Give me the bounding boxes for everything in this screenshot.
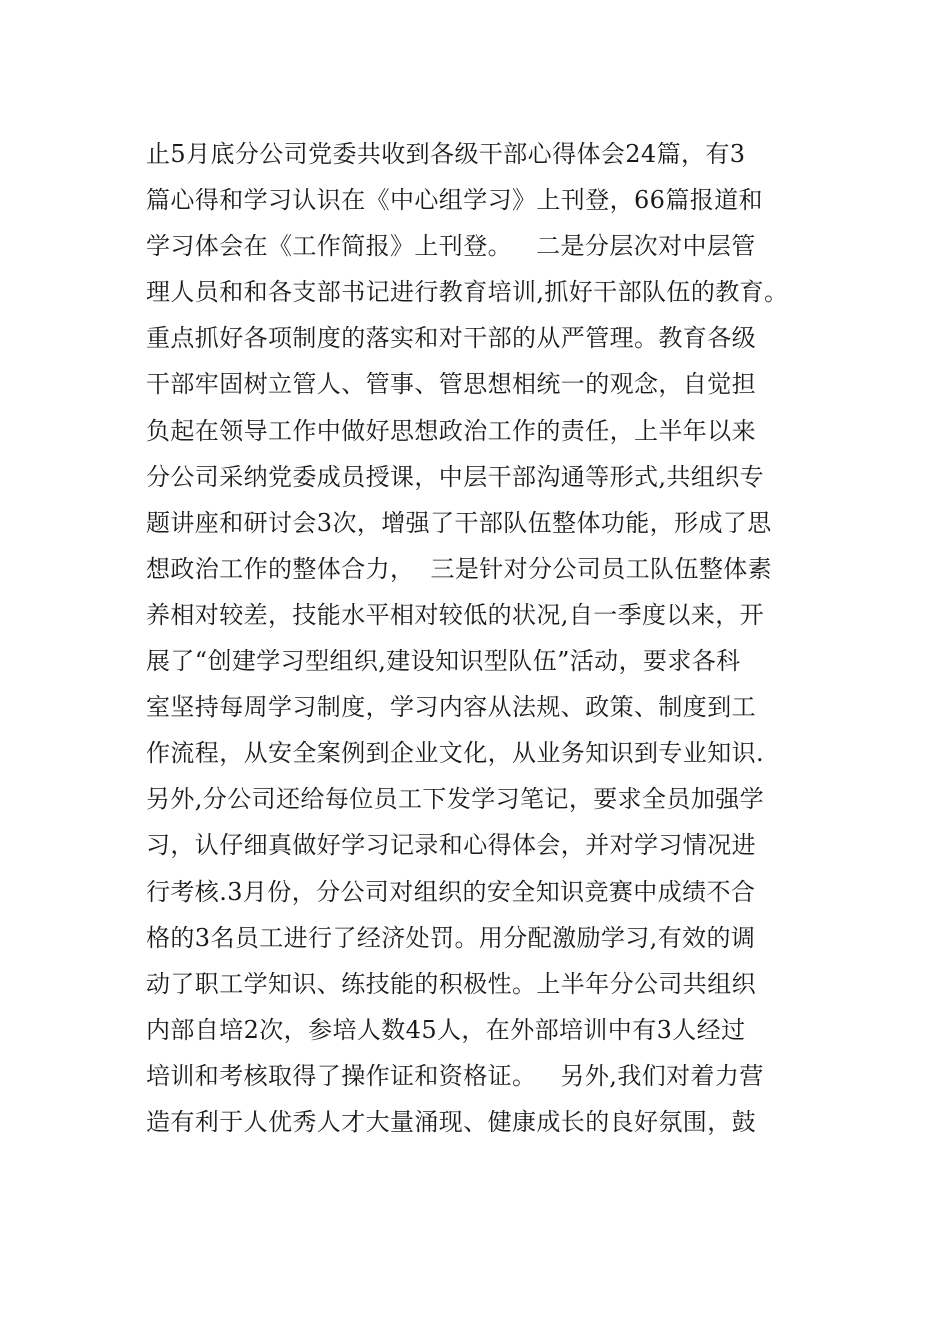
body-text — [146, 131, 846, 1145]
text-line: 动了职工学知识、练技能的积极性。上半年分公司共组织 — [146, 969, 756, 998]
text-line: 想政治工作的整体合力， 三是针对分公司员工队伍整体素 — [146, 554, 773, 583]
text-line: 负起在领导工作中做好思想政治工作的责任，上半年以来 — [146, 416, 756, 445]
text-line: 干部牢固树立管人、管事、管思想相统一的观念，自觉担 — [146, 370, 756, 399]
text-line: 格的3名员工进行了经济处罚。用分配激励学习,有效的调 — [146, 923, 756, 952]
text-line: 篇心得和学习认识在《中心组学习》上刊登，66篇报道和 — [146, 186, 763, 215]
text-line: 室坚持每周学习制度，学习内容从法规、政策、制度到工 — [146, 693, 756, 722]
text-line: 另外,分公司还给每位员工下发学习笔记，要求全员加强学 — [146, 785, 765, 814]
text-line: 题讲座和研讨会3次，增强了干部队伍整体功能，形成了思 — [146, 508, 772, 537]
text-line: 重点抓好各项制度的落实和对干部的从严管理。教育各级 — [146, 324, 756, 353]
text-line: 学习体会在《工作简报》上刊登。 二是分层次对中层管 — [146, 232, 756, 261]
text-line: 理人员和和各支部书记进行教育培训,抓好干部队伍的教育。 — [146, 278, 789, 307]
text-line: 展了“创建学习型组织,建设知识型队伍”活动，要求各科 — [146, 647, 741, 676]
text-line: 内部自培2次，参培人数45人，在外部培训中有3人经过 — [146, 1015, 746, 1044]
text-line: 分公司采纳党委成员授课，中层干部沟通等形式,共组织专 — [146, 462, 765, 491]
text-line: 止5月底分公司党委共收到各级干部心得体会24篇，有3 — [146, 140, 746, 168]
text-line: 造有利于人优秀人才大量涌现、健康成长的良好氛围，鼓 — [146, 1107, 756, 1136]
text-line: 行考核.3月份，分公司对组织的安全知识竞赛中成绩不合 — [146, 877, 756, 906]
text-line: 作流程，从安全案例到企业文化，从业务知识到专业知识. — [146, 739, 765, 768]
text-line: 习，认仔细真做好学习记录和心得体会，并对学习情况进 — [146, 831, 756, 860]
text-line: 养相对较差，技能水平相对较低的状况,自一季度以来，开 — [146, 600, 765, 629]
text-line: 培训和考核取得了操作证和资格证。 另外,我们对着力营 — [146, 1061, 764, 1090]
